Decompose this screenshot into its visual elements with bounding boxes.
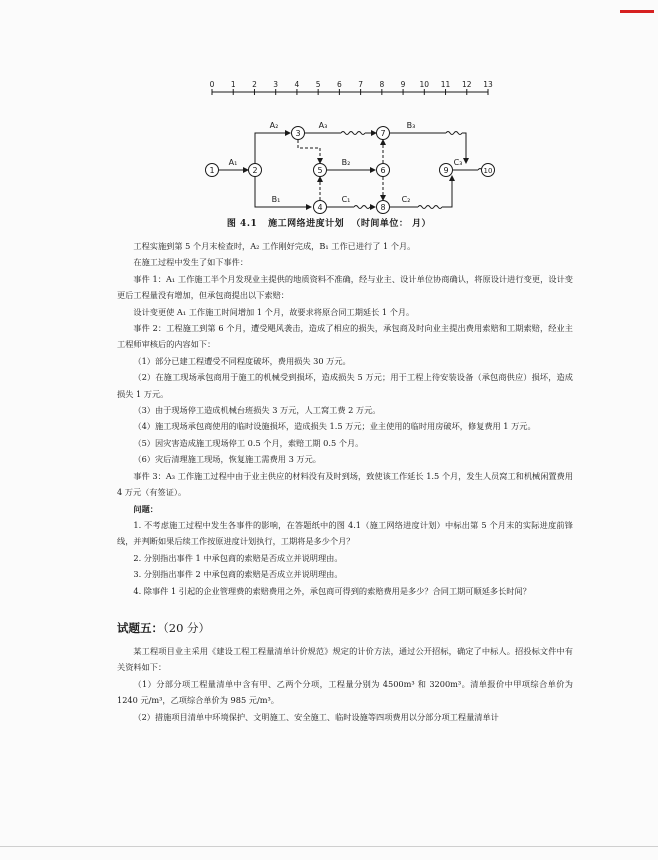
label-c2: C₂ <box>401 195 411 204</box>
scale-tick-label: 1 <box>230 80 236 89</box>
svg-text:10: 10 <box>483 167 493 175</box>
scale-tick-label: 13 <box>483 80 493 89</box>
paragraph: 事件 3：A₃ 工作施工过程中由于业主供应的材料没有及时到场，致使该工作延长 1.5 个月，发生人员窝工和机械闲置费用 4 万元（有签证）。 <box>117 470 573 498</box>
paragraph: （2）措施项目清单中环境保护、文明施工、安全施工、临时设施等四项费用以分部分项工程量清单计 <box>133 711 499 722</box>
paragraph: （1）分部分项工程量清单中含有甲、乙两个分项，工程量分别为 4500m³ 和 3200m³。清单报价中甲项综合单价为 1240 元/m³，乙项综合单价为 985 元/m³。 <box>117 678 573 706</box>
node-10 <box>482 164 495 177</box>
problem-text <box>117 238 573 599</box>
paragraph: 工程实施到第 5 个月末检查时，A₂ 工作刚好完成，B₁ 工作已进行了 1 个月。 <box>133 241 416 251</box>
question: 3. 分别指出事件 2 中承包商的索赔是否成立并说明理由。 <box>133 569 343 580</box>
arrow-b1 <box>255 176 311 207</box>
node-5 <box>314 164 327 177</box>
scale-tick-label: 9 <box>400 80 406 89</box>
paragraph: （6）灾后清理施工现场，恢复施工需费用 3 万元。 <box>133 454 321 465</box>
scale-tick-label: 6 <box>336 80 342 89</box>
node-1 <box>206 164 219 177</box>
svg-text:7: 7 <box>380 129 386 138</box>
section-text <box>117 643 573 725</box>
svg-text:6: 6 <box>380 166 386 175</box>
time-scale <box>210 80 493 95</box>
label-c1: C₁ <box>341 195 351 204</box>
label-a1: A₁ <box>228 158 238 167</box>
red-mark <box>620 10 654 13</box>
scale-tick-label: 10 <box>419 80 430 89</box>
paragraph: （3）由于现场停工造成机械台班损失 3 万元，人工窝工费 2 万元。 <box>133 405 381 416</box>
scale-tick-label: 5 <box>315 80 321 89</box>
node-4 <box>314 201 327 214</box>
scale-tick-label: 3 <box>273 80 279 89</box>
scale-tick-label: 7 <box>358 80 364 89</box>
svg-text:3: 3 <box>295 129 301 138</box>
figure-caption: 图 4.1 施工网络进度计划 （时间单位： 月） <box>226 219 432 229</box>
label-c3: C₃ <box>453 158 463 167</box>
node-9 <box>440 164 453 177</box>
node-7 <box>377 127 390 140</box>
scale-tick-label: 4 <box>294 80 300 89</box>
paragraph: 事件 2：工程施工到第 6 个月，遭受飓风袭击，造成了相应的损失，承包商及时向业主提出费用索赔和工期索赔，经业主工程师审核后的内容如下： <box>117 323 573 350</box>
node-3 <box>292 127 305 140</box>
svg-text:4: 4 <box>317 203 323 212</box>
scale-tick-label: 11 <box>440 80 451 89</box>
node-6 <box>377 164 390 177</box>
node-8 <box>377 201 390 214</box>
svg-text:9: 9 <box>443 166 449 175</box>
svg-text:1: 1 <box>209 166 215 175</box>
question: 2. 分别指出事件 1 中承包商的索赔是否成立并说明理由。 <box>133 552 343 563</box>
paragraph: （4）施工现场承包商使用的临时设施损坏，造成损失 1.5 万元；业主使用的临时用房破坏，修复费用 1 万元。 <box>133 421 536 432</box>
question-heading: 问题： <box>133 503 158 514</box>
label-a2: A₂ <box>269 121 279 130</box>
svg-text:2: 2 <box>252 166 258 175</box>
scale-tick-label: 12 <box>461 80 472 89</box>
label-b3: B₃ <box>406 121 416 130</box>
free-float-a3 <box>341 132 365 135</box>
dummy-3-5 <box>298 140 320 163</box>
question: 4. 除事件 1 引起的企业管理费的索赔费用之外，承包商可得到的索赔费用是多少？合同工期可顺延多长时间？ <box>133 585 531 596</box>
node-2 <box>249 164 262 177</box>
question: 1. 不考虑施工过程中发生各事件的影响，在答题纸中的图 4.1（施工网络进度计划）中标出第 5 个月末的实际进度前锋线，并判断如果后续工作按原进度计划执行，工期将是多少个月？ <box>117 519 573 547</box>
label-b2: B₂ <box>341 158 351 167</box>
paragraph: （5）因灾害造成施工现场停工 0.5 个月，索赔工期 0.5 个月。 <box>133 437 364 448</box>
paragraph: （2）在施工现场承包商用于施工的机械受到损坏，造成损失 5 万元；用于工程上待安装设备（承包商供应）损坏，造成损失 1 万元。 <box>117 372 573 399</box>
paragraph: 某工程项目业主采用《建设工程工程量清单计价规范》规定的计价方法，通过公开招标，确定了中标人。招投标文件中有关资料如下： <box>117 646 573 673</box>
svg-text:5: 5 <box>317 166 323 175</box>
svg-text:8: 8 <box>380 203 386 212</box>
scale-tick-label: 2 <box>252 80 257 89</box>
paragraph: （1）部分已建工程遭受不同程度破坏，费用损失 30 万元。 <box>133 355 351 366</box>
section-heading: 试题五：（20 分） <box>117 621 211 635</box>
scale-tick-label: 8 <box>379 80 385 89</box>
paragraph: 设计变更使 A₁ 工作施工时间增加 1 个月，故要求将原合同工期延长 1 个月。 <box>133 306 415 317</box>
arrow-a2 <box>255 133 290 164</box>
paragraph: 在施工过程中发生了如下事件： <box>133 257 249 268</box>
label-a3: A₃ <box>318 121 328 130</box>
paragraph: 事件 1：A₁ 工作施工半个月发现业主提供的地质资料不准确，经与业主、设计单位协商确认，将原设计进行变更，设计变更后工程量没有增加，但承包商提出以下索赔： <box>117 273 573 301</box>
scale-tick-label: 0 <box>209 80 215 89</box>
label-b1: B₁ <box>271 195 281 204</box>
page-bottom-edge <box>0 846 658 847</box>
